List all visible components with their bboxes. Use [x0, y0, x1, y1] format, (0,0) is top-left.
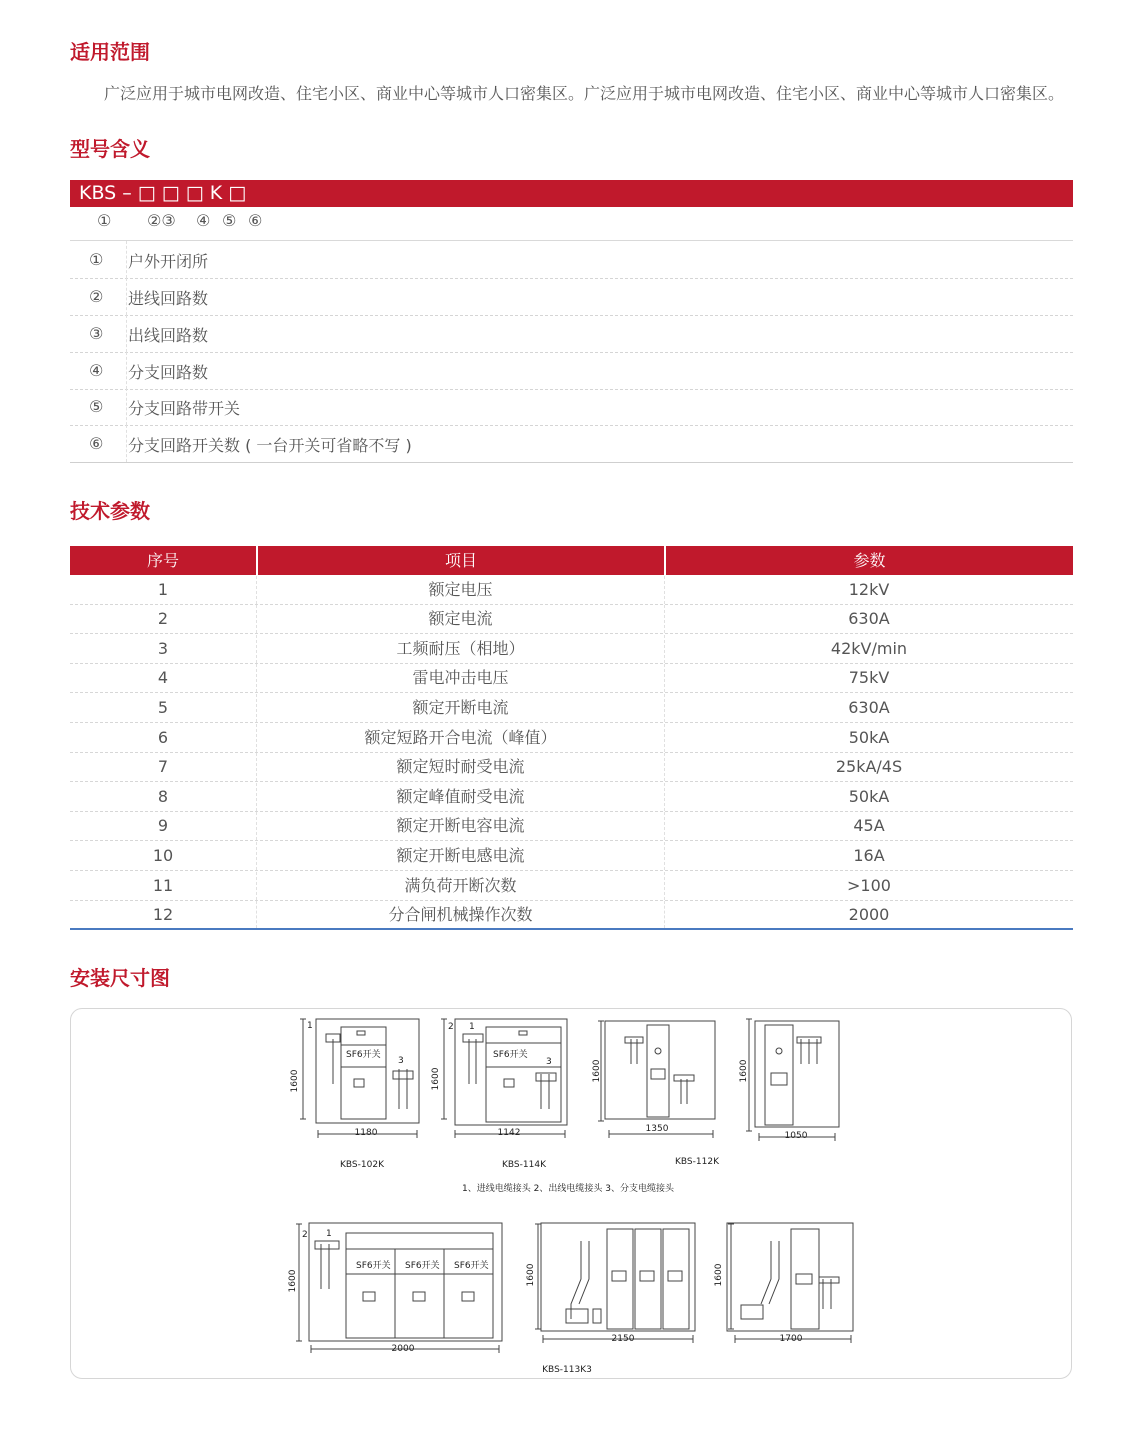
model-item-num: ② — [89, 287, 104, 306]
model-item-row — [70, 315, 1073, 353]
marker-5: ⑤ — [222, 211, 237, 230]
install-diagram-panel — [70, 1008, 1072, 1379]
cell-param: 50kA — [848, 727, 890, 747]
model-code-markers — [70, 207, 1073, 241]
model-item-row — [70, 278, 1073, 316]
marker-label-1: 1 — [326, 1229, 332, 1239]
header-item: 项目 — [258, 546, 664, 575]
table-row — [70, 783, 1073, 812]
marker-label-3: 3 — [398, 1056, 404, 1066]
height-label: 1600 — [714, 1263, 724, 1287]
diagram-1050 — [746, 1019, 839, 1141]
table-row — [70, 664, 1073, 693]
model-item-row — [70, 425, 1073, 463]
cell-item: 额定电流 — [257, 605, 665, 633]
diagram-kbs-112k — [598, 1021, 715, 1138]
cell-index: 11 — [70, 872, 257, 900]
height-label: 1600 — [592, 1059, 602, 1083]
cell-item: 额定开断电流 — [257, 694, 665, 722]
table-row — [70, 724, 1073, 753]
cell-param: 630A — [848, 609, 890, 629]
cell-param: 12kV — [848, 579, 890, 599]
marker-label-3: 3 — [546, 1057, 552, 1067]
height-label: 1600 — [739, 1059, 749, 1083]
switch-label: SF6开关 — [493, 1050, 528, 1060]
header-param: 参数 — [666, 546, 1073, 575]
cell-param: 75kV — [848, 668, 890, 688]
width-label: 1142 — [497, 1128, 521, 1138]
cell-param: 630A — [848, 697, 890, 717]
model-item-text: 分支回路带开关 — [128, 399, 241, 418]
model-item-text: 分支回路数 — [128, 363, 209, 382]
table-row — [70, 576, 1073, 605]
model-item-text: 出线回路数 — [128, 326, 209, 345]
model-code-bar: KBS – □ □ □ K □ — [70, 180, 1073, 207]
table-header — [70, 546, 1073, 575]
cell-index: 6 — [70, 724, 257, 752]
model-label: KBS-113K3 — [542, 1365, 592, 1375]
marker-label-2: 2 — [302, 1230, 308, 1240]
marker-1: ① — [97, 211, 112, 230]
cell-item: 额定开断电感电流 — [257, 842, 665, 870]
cell-item: 额定电压 — [257, 576, 665, 604]
cell-param: >100 — [847, 875, 891, 895]
table-row — [70, 605, 1073, 634]
cell-item: 雷电冲击电压 — [257, 664, 665, 692]
cell-item: 额定峰值耐受电流 — [257, 783, 665, 811]
cell-item: 分合闸机械操作次数 — [257, 901, 665, 928]
table-row — [70, 694, 1073, 723]
table-row — [70, 901, 1073, 930]
table-row — [70, 812, 1073, 841]
marker-4: ④ — [196, 211, 211, 230]
width-label: 1350 — [645, 1124, 669, 1134]
cell-index: 5 — [70, 694, 257, 722]
model-item-row — [70, 352, 1073, 390]
model-label: KBS-102K — [340, 1160, 384, 1170]
cell-param: 16A — [853, 845, 885, 865]
table-row — [70, 842, 1073, 871]
height-label: 1600 — [526, 1263, 536, 1287]
cell-param: 42kV/min — [830, 638, 908, 658]
section-title-install: 安装尺寸图 — [70, 966, 170, 990]
width-label: 1700 — [779, 1334, 803, 1344]
model-item-text: 户外开闭所 — [128, 252, 209, 271]
section-title-tech: 技术参数 — [70, 499, 150, 523]
cell-index: 4 — [70, 664, 257, 692]
cell-item: 额定短路开合电流（峰值） — [257, 724, 665, 752]
table-row — [70, 872, 1073, 901]
cell-param: 25kA/4S — [835, 757, 903, 777]
height-label: 1600 — [288, 1269, 298, 1293]
model-item-num: ⑤ — [89, 397, 104, 416]
cell-item: 额定开断电容电流 — [257, 812, 665, 840]
width-label: 1180 — [354, 1128, 378, 1138]
width-label: 2150 — [611, 1334, 635, 1344]
diagram-kbs-114k — [441, 1019, 567, 1138]
model-item-num: ⑥ — [89, 434, 104, 453]
table-row — [70, 635, 1073, 664]
section-title-scope: 适用范围 — [70, 40, 150, 64]
model-item-text: 进线回路数 — [128, 289, 209, 308]
cell-param: 45A — [853, 816, 885, 836]
model-item-num: ③ — [89, 324, 104, 343]
cell-index: 2 — [70, 605, 257, 633]
height-label: 1600 — [290, 1069, 300, 1093]
cell-index: 1 — [70, 576, 257, 604]
diagram-kbs-113k3 — [535, 1223, 695, 1343]
diagram-2000 — [296, 1223, 502, 1353]
cell-index: 7 — [70, 753, 257, 781]
height-label: 1600 — [431, 1067, 441, 1091]
marker-label-1: 1 — [307, 1021, 313, 1031]
switch-label: SF6开关 — [454, 1261, 489, 1271]
cell-item: 工频耐压（相地） — [257, 635, 665, 663]
cell-item: 额定短时耐受电流 — [257, 753, 665, 781]
cell-index: 8 — [70, 783, 257, 811]
switch-label: SF6开关 — [356, 1261, 391, 1271]
section-title-model: 型号含义 — [70, 137, 150, 161]
switch-label: SF6开关 — [405, 1261, 440, 1271]
table-row — [70, 753, 1073, 782]
cell-index: 3 — [70, 635, 257, 663]
marker-label-1: 1 — [469, 1022, 475, 1032]
cell-param: 2000 — [848, 905, 890, 925]
switch-label: SF6开关 — [346, 1050, 381, 1060]
cell-param: 50kA — [848, 786, 890, 806]
marker-label-2: 2 — [448, 1022, 454, 1032]
width-label: 1050 — [784, 1131, 808, 1141]
model-label: KBS-114K — [502, 1160, 546, 1170]
install-diagram — [71, 1009, 1073, 1380]
model-item-row — [70, 241, 1073, 279]
model-item-row — [70, 388, 1073, 426]
cell-index: 9 — [70, 812, 257, 840]
width-label: 2000 — [391, 1344, 415, 1354]
model-item-num: ① — [89, 250, 104, 269]
marker-2-3: ②③ — [147, 211, 176, 230]
diagram-1700 — [727, 1223, 853, 1343]
cell-item: 满负荷开断次数 — [257, 872, 665, 900]
cell-index: 10 — [70, 842, 257, 870]
diagram-legend: 1、进线电缆接头 2、出线电缆接头 3、分支电缆接头 — [462, 1184, 674, 1194]
model-item-num: ④ — [89, 361, 104, 380]
model-item-text: 分支回路开关数 ( 一台开关可省略不写 ) — [128, 436, 412, 455]
marker-6: ⑥ — [248, 211, 263, 230]
cell-index: 12 — [70, 901, 257, 928]
header-index: 序号 — [70, 546, 256, 575]
tech-params-table — [70, 546, 1073, 930]
model-label: KBS-112K — [675, 1157, 719, 1167]
intro-text: 广泛应用于城市电网改造、住宅小区、商业中心等城市人口密集区。广泛应用于城市电网改造、住宅小区、商业中心等城市人口密集区。 — [104, 84, 1065, 103]
diagram-kbs-102k — [300, 1019, 419, 1138]
